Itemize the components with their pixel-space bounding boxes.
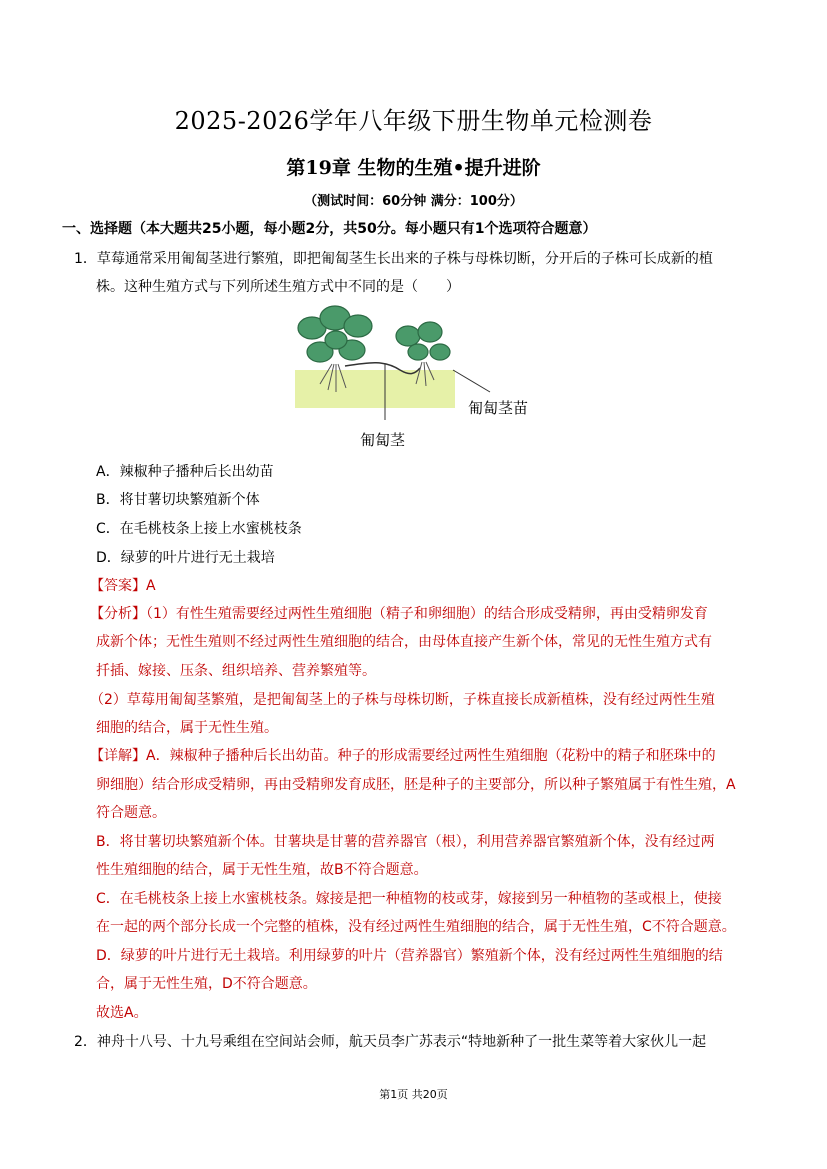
detail-b-line2: 性生殖细胞的结合，属于无性生殖，故B不符合题意。 <box>96 862 428 878</box>
test-time-info: （测试时间：60分钟 满分：100分） <box>304 194 523 209</box>
detail-a-line1: 【详解】A．辣椒种子播种后长出幼苗。种子的形成需要经过两性生殖细胞（花粉中的精子和胚珠中的 <box>90 748 716 764</box>
option-b: B．将甘薯切块繁殖新个体 <box>96 492 260 508</box>
strawberry-stolon-figure <box>290 300 550 460</box>
detail-conclusion: 故选A。 <box>96 1005 148 1021</box>
daughter-plant-illustration <box>396 322 450 360</box>
option-a: A．辣椒种子播种后长出幼苗 <box>96 464 274 480</box>
option-c: C．在毛桃枝条上接上水蜜桃枝条 <box>96 521 302 537</box>
analysis-line4: （2）草莓用匍匐茎繁殖，是把匍匐茎上的子株与母株切断，子株直接长成新植株，没有经过两性生殖 <box>90 692 715 708</box>
question-1-stem-line1: 1．草莓通常采用匍匐茎进行繁殖，即把匍匐茎生长出来的子株与母株切断，分开后的子株可长成新的植 <box>74 251 713 267</box>
option-d: D．绿萝的叶片进行无土栽培 <box>96 550 275 566</box>
detail-c-line1: C．在毛桃枝条上接上水蜜桃枝条。嫁接是把一种植物的枝或芽，嫁接到另一种植物的茎或根上，使接 <box>96 891 722 907</box>
detail-b-line1: B．将甘薯切块繁殖新个体。甘薯块是甘薯的营养器官（根），利用营养器官繁殖新个体，没有经过两 <box>96 834 715 850</box>
analysis-line1: 【分析】（1）有性生殖需要经过两性生殖细胞（精子和卵细胞）的结合形成受精卵，再由受精卵发育 <box>90 606 708 622</box>
detail-a-line2: 卵细胞）结合形成受精卵，再由受精卵发育成胚，胚是种子的主要部分，所以种子繁殖属于有性生殖，A <box>96 777 736 793</box>
analysis-line2: 成新个体；无性生殖则不经过两性生殖细胞的结合，由母体直接产生新个体，常见的无性生殖方式有 <box>96 634 712 650</box>
detail-d-line1: D．绿萝的叶片进行无土栽培。利用绿萝的叶片（营养器官）繁殖新个体，没有经过两性生殖细胞的结 <box>96 948 723 964</box>
question-2-stem-line1: 2．神舟十八号、十九号乘组在空间站会师，航天员李广苏表示“特地新种了一批生菜等着大家伙儿一起 <box>74 1034 707 1050</box>
page-footer: 第1页 共20页 <box>379 1088 448 1101</box>
analysis-line3: 扦插、嫁接、压条、组织培养、营养繁殖等。 <box>96 663 376 679</box>
question-1-stem-line2: 株。这种生殖方式与下列所述生殖方式中不同的是（ ） <box>96 279 460 295</box>
detail-c-line2: 在一起的两个部分长成一个完整的植株，没有经过两性生殖细胞的结合，属于无性生殖，C不符合题意。 <box>96 919 736 935</box>
label-stolon-seedling: 匍匐茎苗 <box>468 399 529 417</box>
page-title: 2025-2026学年八年级下册生物单元检测卷 <box>174 107 653 135</box>
label-stolon: 匍匐茎 <box>360 431 406 449</box>
mother-plant-illustration <box>298 306 372 362</box>
chapter-subtitle: 第19章 生物的生殖•提升进阶 <box>286 157 541 179</box>
answer: 【答案】A <box>90 578 156 594</box>
analysis-line5: 细胞的结合，属于无性生殖。 <box>96 720 278 736</box>
detail-d-line2: 合，属于无性生殖，D不符合题意。 <box>96 976 317 992</box>
detail-a-line3: 符合题意。 <box>96 805 166 821</box>
section-heading: 一、选择题（本大题共25小题，每小题2分，共50分。每小题只有1个选项符合题意） <box>62 221 597 237</box>
soil-band <box>295 370 455 408</box>
